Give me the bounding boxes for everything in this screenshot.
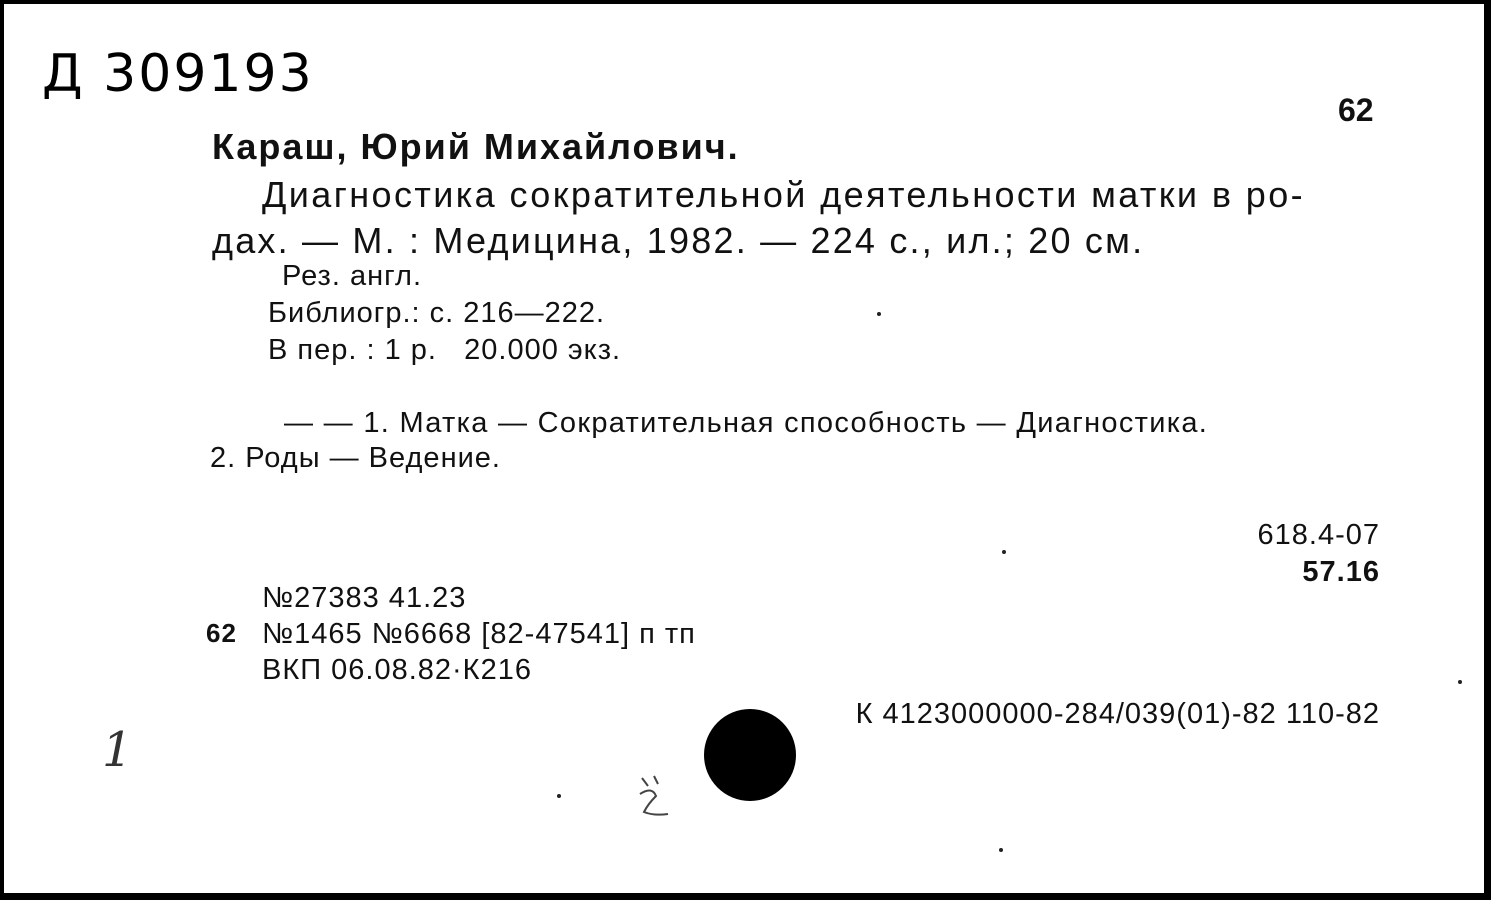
- call-number: Д 309193: [42, 44, 314, 104]
- speck: [557, 794, 561, 798]
- index-code: К 4123000000-284/039(01)-82 110-82: [855, 698, 1380, 730]
- note-summary: Рез. англ.: [282, 260, 423, 292]
- register-line-2: №1465 №6668 [82-47541] п тп: [262, 618, 696, 650]
- subjects-line-2: 2. Роды — Ведение.: [210, 442, 501, 474]
- speck: [1002, 550, 1006, 554]
- bbk-index: 57.16: [1302, 556, 1380, 588]
- register-line-3: ВКП 06.08.82·К216: [262, 654, 532, 686]
- note-bibliography: Библиогр.: с. 216—222.: [268, 297, 606, 329]
- catalog-card: [4, 4, 1487, 893]
- title-line-2: дах. — М. : Медицина, 1982. — 224 с., ил.; 20 см.: [212, 220, 1145, 261]
- punch-hole: [704, 709, 796, 801]
- author-heading: Караш, Юрий Михайлович.: [212, 126, 740, 167]
- register-prefix: 62: [206, 618, 237, 648]
- card-count: 62: [1338, 92, 1374, 128]
- udc-index: 618.4-07: [1257, 519, 1380, 551]
- margin-mark: 1: [102, 722, 133, 778]
- ink-scribble: [634, 772, 674, 820]
- speck: [1458, 680, 1462, 684]
- speck: [877, 312, 881, 316]
- note-price: В пер. : 1 р. 20.000 экз.: [268, 334, 622, 366]
- title-line-1: Диагностика сократительной деятельности матки в ро-: [262, 174, 1306, 215]
- register-line-1: №27383 41.23: [262, 582, 467, 614]
- speck: [999, 848, 1003, 852]
- subjects-line-1: — — 1. Матка — Сократительная способность — Диагностика.: [284, 407, 1209, 439]
